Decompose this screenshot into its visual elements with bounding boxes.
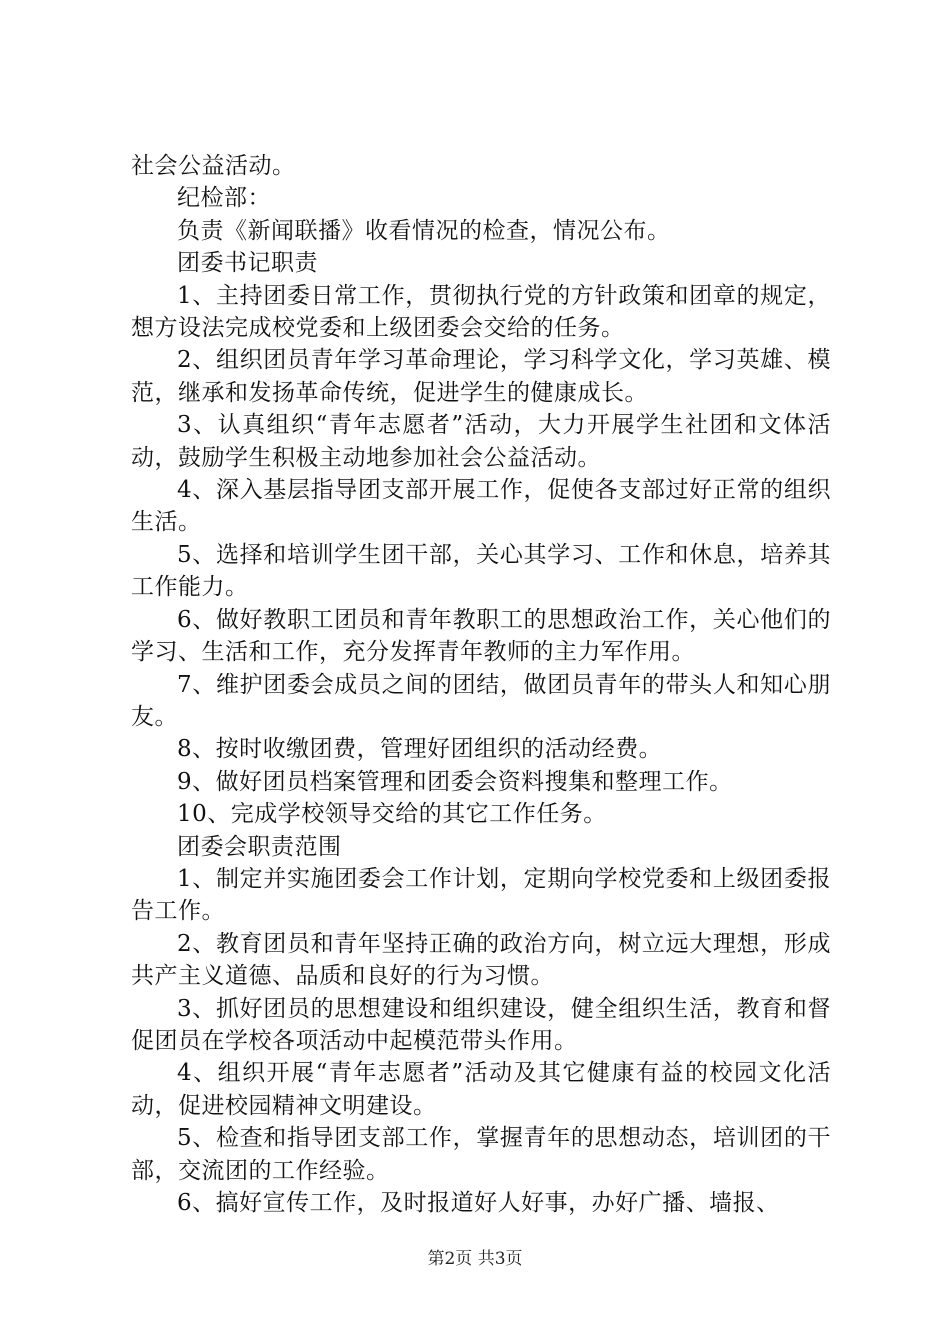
paragraph: 2、组织团员青年学习革命理论，学习科学文化，学习英雄、模范，继承和发扬革命传统，促进学生的健康成长。 [131, 347, 831, 406]
paragraph: 4、组织开展“青年志愿者”活动及其它健康有益的校园文化活动，促进校园精神文明建设。 [131, 1060, 831, 1119]
paragraph: 3、认真组织“青年志愿者”活动，大力开展学生社团和文体活动，鼓励学生积极主动地参加社会公益活动。 [131, 412, 831, 471]
paragraph: 6、做好教职工团员和青年教职工的思想政治工作，关心他们的学习、生活和工作，充分发挥青年教师的主力军作用。 [131, 606, 831, 666]
paragraph: 7、维护团委会成员之间的团结，做团员青年的带头人和知心朋友。 [131, 671, 831, 730]
page-footer: 第2页 共3页 [427, 1249, 523, 1269]
paragraph: 社会公益活动。 [131, 153, 296, 179]
paragraph: 2、教育团员和青年坚持正确的政治方向，树立远大理想，形成共产主义道德、品质和良好的行为习惯。 [131, 930, 831, 990]
paragraph: 6、搞好宣传工作，及时报道好人好事，办好广播、墙报、 [177, 1190, 780, 1216]
paragraph: 团委书记职责 [177, 250, 318, 277]
paragraph: 1、制定并实施团委会工作计划，定期向学校党委和上级团委报告工作。 [131, 865, 831, 925]
paragraph: 负责《新闻联播》收看情况的检查，情况公布。 [177, 217, 671, 244]
paragraph: 1、主持团委日常工作，贯彻执行党的方针政策和团章的规定，想方设法完成校党委和上级团委会交给的任务。 [131, 282, 831, 342]
paragraph: 纪检部： [177, 185, 271, 212]
paragraph: 团委会职责范围 [177, 833, 342, 860]
paragraph: 4、深入基层指导团支部开展工作，促使各支部过好正常的组织生活。 [131, 477, 831, 536]
paragraph: 8、按时收缴团费，管理好团组织的活动经费。 [177, 736, 663, 763]
paragraph: 9、做好团员档案管理和团委会资料搜集和整理工作。 [177, 768, 733, 795]
paragraph: 10、完成学校领导交给的其它工作任务。 [177, 801, 607, 828]
document-body [131, 150, 831, 1219]
paragraph: 3、抓好团员的思想建设和组织建设，健全组织生活，教育和督促团员在学校各项活动中起模范带头作用。 [131, 995, 831, 1054]
paragraph: 5、检查和指导团支部工作，掌握青年的思想动态，培训团的干部，交流团的工作经验。 [131, 1125, 831, 1184]
paragraph: 5、选择和培训学生团干部，关心其学习、工作和休息，培养其工作能力。 [131, 541, 831, 601]
